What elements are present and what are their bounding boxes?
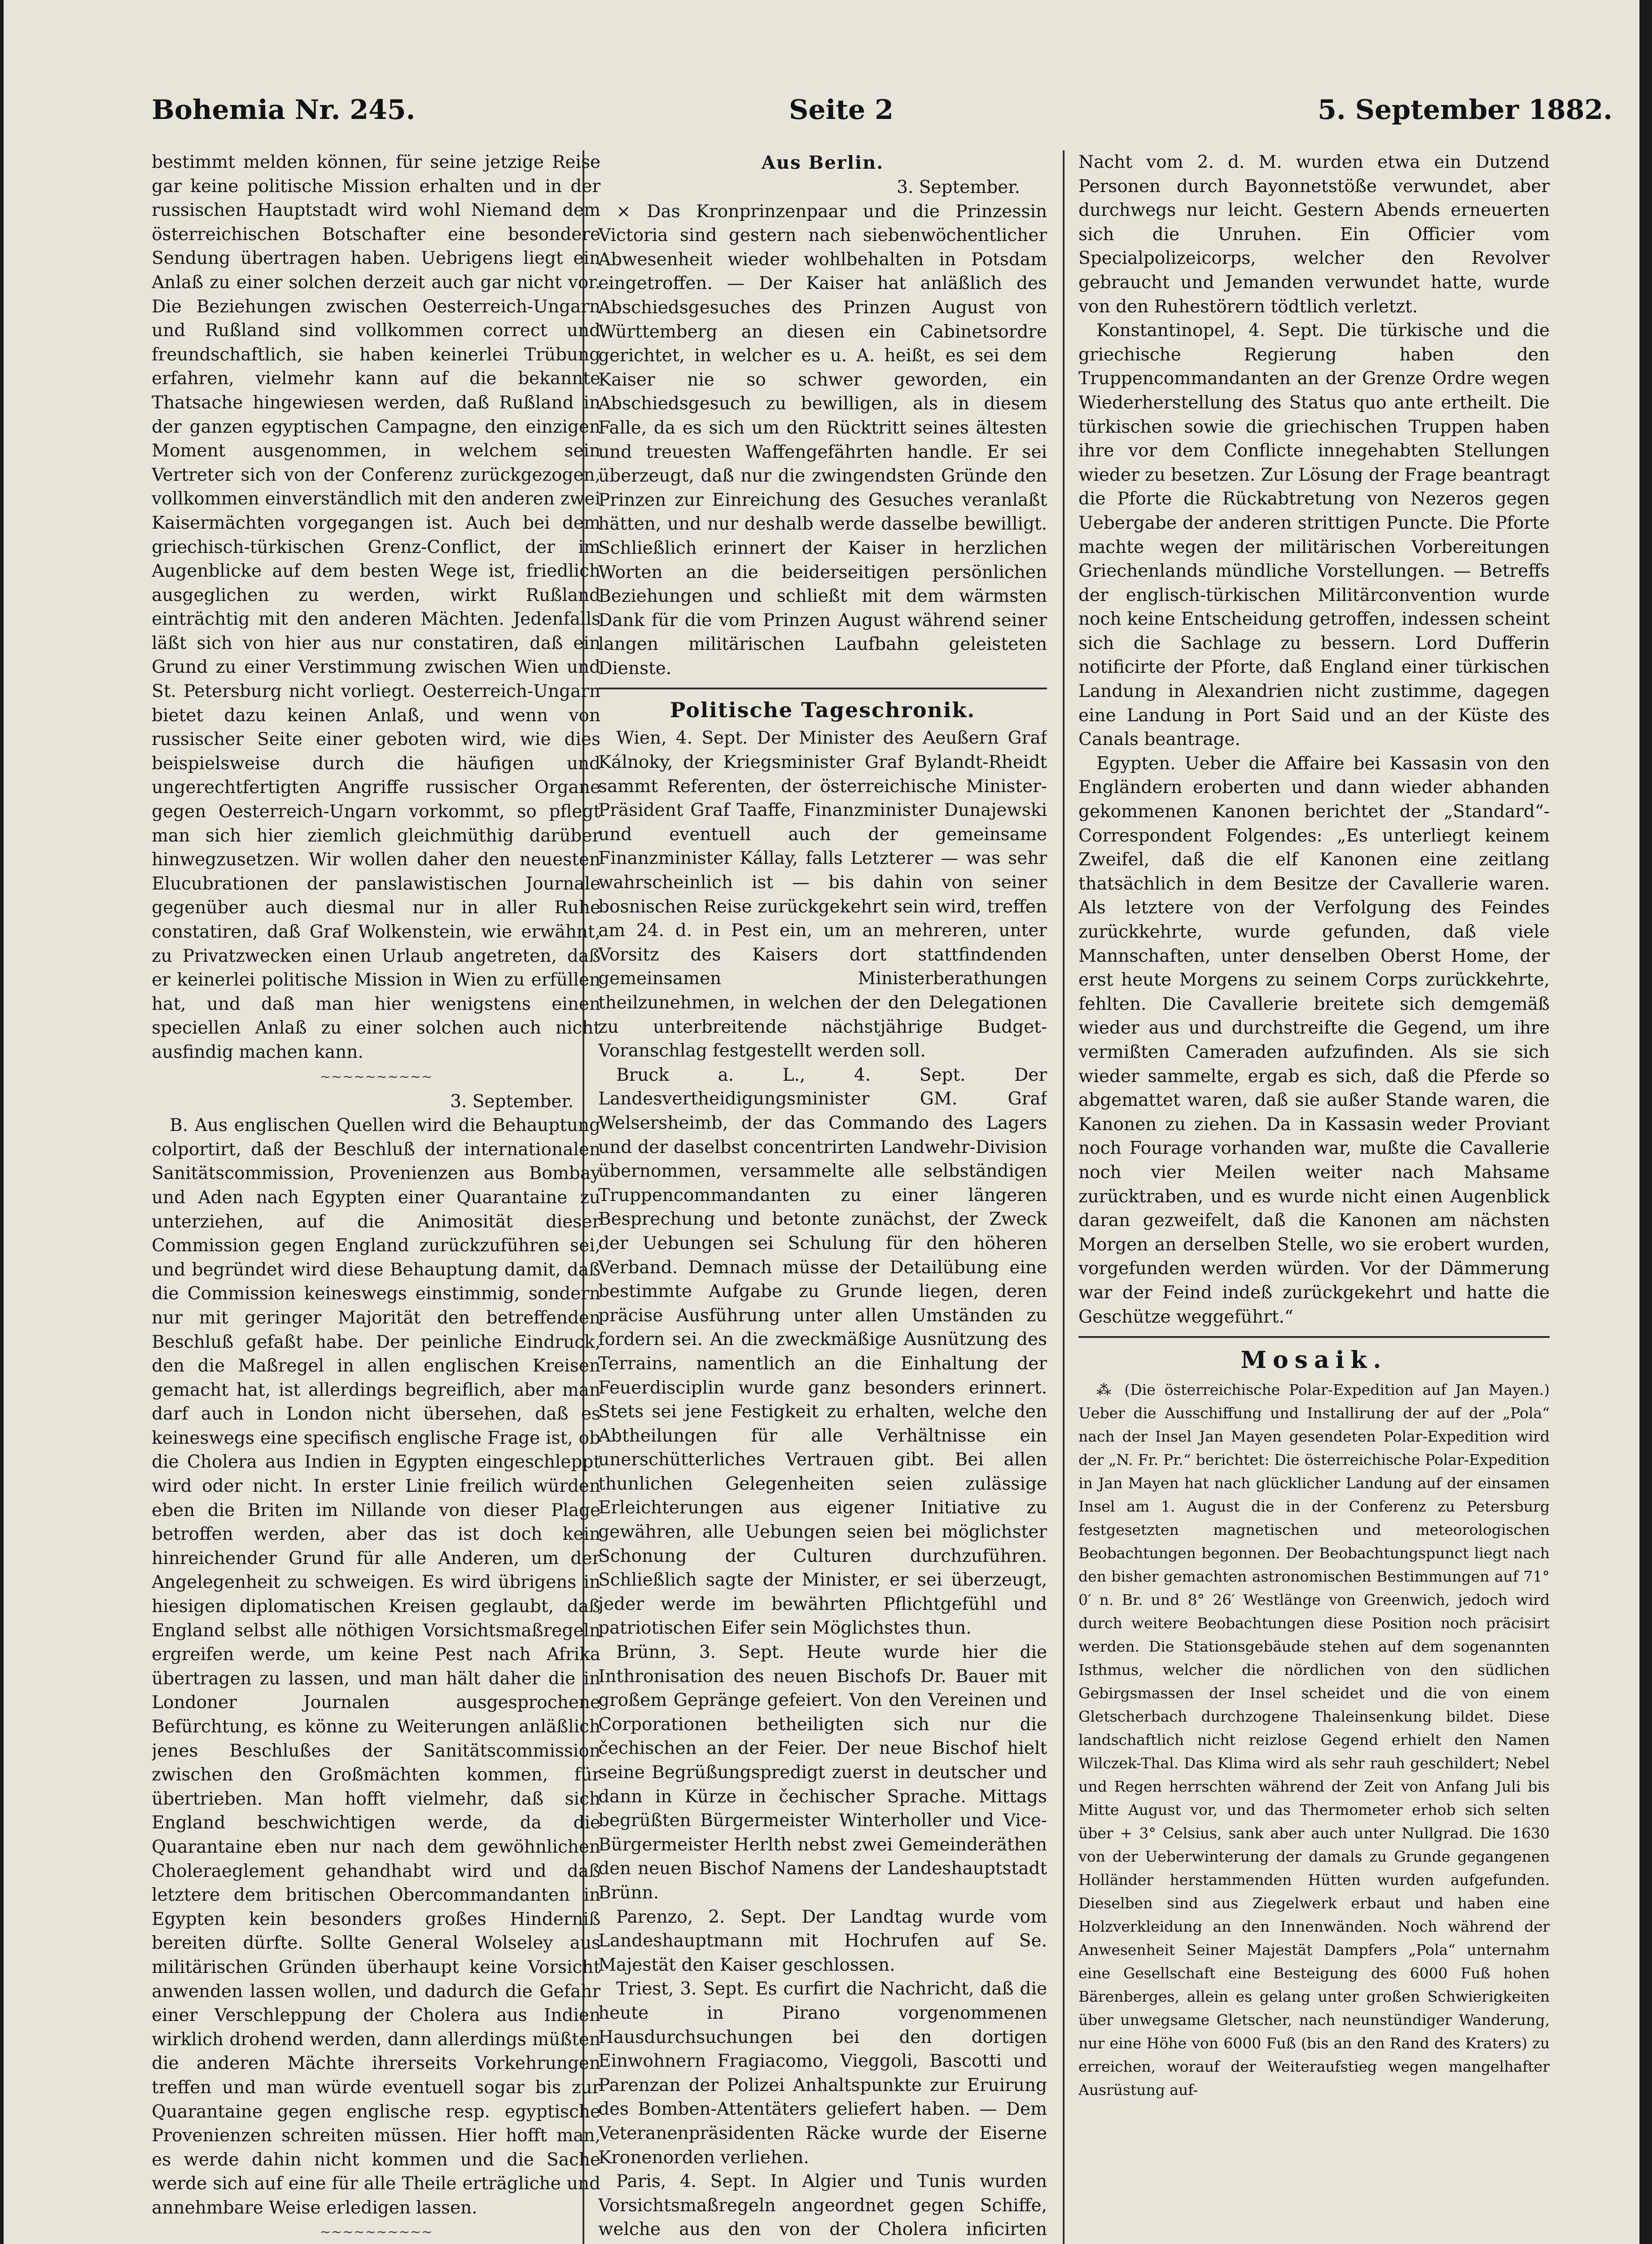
section-title-mosaik: Mosaik. bbox=[1240, 1346, 1388, 1374]
news-paris: Paris, 4. Sept. In Algier und Tunis wurden Vorsichtsmaßregeln angeordnet gegen Schiffe, welche aus den von der Cholera inficirten bbox=[598, 2171, 1047, 2240]
news-egypten: Egypten. Ueber die Affaire bei Kassasin von den Engländern eroberten und dann wieder abhanden gekommenen Kanonen berichtet der „Standard“-Correspondent Folgendes: „Es unterliegt keinem Zweifel, daß die elf Kanonen eine zeitlang thatsächlich in dem Besitze der Cavallerie waren. Als letztere von der Verfolgung des Feindes zurückkehrte, wurde gefunden, daß viele Mannschaften, unter denselben Oberst Home, der erst heute Morgens zu seinem Corps zurückkehrte, fehlten. Die Cavallerie breitete sich demgemäß wieder aus und durchstreifte die Gegend, um ihre vermißten Cameraden aufzufinden. Als sie sich wieder sammelte, ergab es sich, daß die Pferde so abgemattet waren, daß sie außer Stande waren, die Kanonen zu ziehen. Da in Kassasin weder Proviant noch Fourage vorhanden war, mußte die Cavallerie noch vier Meilen weiter nach Mahsame zurücktraben, und es wurde nicht einen Augenblick daran gezweifelt, daß die Kanonen am nächsten Morgen an derselben Stelle, wo sie erobert wurden, vorgefunden werden würden. Vor der Dämmerung war der Feind indeß zurückgekehrt und hatte die Geschütze weggeführt.“ bbox=[1078, 753, 1550, 1327]
newspaper-page bbox=[4, 0, 1639, 2244]
issue-number: Bohemia Nr. 245. bbox=[152, 94, 416, 126]
news-parenzo: Parenzo, 2. Sept. Der Landtag wurde vom Landeshauptmann mit Hochrufen auf Se. Majestät den Kaiser geschlossen. bbox=[598, 1907, 1047, 1975]
article-continuation: bestimmt melden können, für seine jetzige Reise gar keine politische Mission erhalten und in der russischen Hauptstadt wird wohl Niemand dem österreichischen Botschafter eine besondere Sendung übertragen haben. Uebrigens liegt ein Anlaß zu einer solchen derzeit auch gar nicht vor. Die Beziehungen zwischen Oesterreich-Ungarn und Rußland sind vollkommen correct und freundschaftlich, sie haben keinerlei Trübung erfahren, vielmehr kann auf die bekannte Thatsache hingewiesen werden, daß Rußland in der ganzen egyptischen Campagne, den einzigen Moment ausgenommen, in welchem sein Vertreter sich von der Conferenz zurückgezogen, vollkommen einverständlich mit den anderen zwei Kaisermächten vorgegangen ist. Auch bei dem griechisch-türkischen Grenz-Conflict, der im Augenblicke auf dem besten Wege ist, friedlich ausgeglichen zu werden, wirkt Rußland einträchtig mit den anderen Mächten. Jedenfalls läßt sich von hier aus nur constatiren, daß ein Grund zu einer Verstimmung zwischen Wien und St. Petersburg nicht vorliegt. Oesterreich-Ungarn bietet dazu keinen Anlaß, und wenn von russischer Seite einer geboten wird, wie dies beispielsweise durch die häufigen und ungerechtfertigten Angriffe russischer Organe gegen Oesterreich-Ungarn vorkommt, so pflegt man sich hier ziemlich gleichmüthig darüber hinwegzusetzen. Wir wollen daher den neuesten Elucubrationen der panslawistischen Journale gegenüber auch diesmal nur in aller Ruhe constatiren, daß Graf Wolkenstein, wie erwähnt, zu Privatzwecken einen Urlaub angetreten, daß er keinerlei politische Mission in Wien zu erfüllen hat, und daß man hier wenigstens einen speciellen Anlaß zu einer solchen auch nicht ausfindig machen kann. bbox=[152, 152, 600, 1062]
wavy-separator: ∼∼∼∼∼∼∼∼∼∼ bbox=[320, 1069, 433, 1085]
wavy-separator: ∼∼∼∼∼∼∼∼∼∼ bbox=[320, 2224, 433, 2240]
column-3 bbox=[1078, 150, 1550, 2244]
section-rule bbox=[598, 688, 1047, 689]
news-triest: Triest, 3. Sept. Es curfirt die Nachricht, daß die heute in Pirano vorgenommenen Hausdurchsuchungen bei den dortigen Einwohnern Fragiacomo, Vieggoli, Bascotti und Parenzan der Polizei Anhaltspunkte zur Eruirung des Bomben-Attentäters geliefert haben. — Dem Veteranenpräsidenten Räcke wurde der Eiserne Kronenorden verliehen. bbox=[598, 1979, 1047, 2168]
issue-date: 5. September 1882. bbox=[1318, 94, 1613, 126]
page-header bbox=[152, 94, 1613, 144]
article-cholera: B. Aus englischen Quellen wird die Behauptung colportirt, daß der Beschluß der internationalen Sanitätscommission, Provenienzen aus Bombay und Aden nach Egypten einer Quarantaine zu unterziehen, auf die Animosität dieser Commission gegen England zurückzuführen sei, und begründet wird diese Behauptung damit, daß die Commission keineswegs einstimmig, sondern nur mit geringer Majorität den betreffenden Beschluß gefaßt habe. Der peinliche Eindruck, den die Maßregel in allen englischen Kreisen gemacht hat, ist allerdings begreiflich, aber man darf auch in London nicht übersehen, daß es keineswegs eine specifisch englische Frage ist, ob die Cholera aus Indien in Egypten eingeschleppt wird oder nicht. In erster Linie freilich würden eben die Briten im Nillande von dieser Plage betroffen werden, aber das ist doch kein hinreichender Grund für alle Anderen, um der Angelegenheit zu schweigen. Es wird übrigens in hiesigen diplomatischen Kreisen geglaubt, daß England selbst alle nöthigen Vorsichtsmaßregeln ergreifen werde, um keine Pest nach Afrika übertragen zu lassen, und man hält daher die in Londoner Journalen ausgesprochene Befürchtung, es könne zu Weiterungen anläßlich jenes Beschlußes der Sanitätscommission zwischen den Großmächten kommen, für übertrieben. Man hofft vielmehr, daß sich England beschwichtigen werde, da die Quarantaine eben nur nach dem gewöhnlichen Choleraeglement gehandhabt wird und daß letztere dem britischen Obercommandanten in Egypten kein besonders großes Hinderniß bereiten dürfte. Sollte General Wolseley aus militärischen Gründen überhaupt keine Vorsicht anwenden lassen wollen, und dadurch die Gefahr einer Verschleppung der Cholera aus Indien wirklich drohend werden, dann allerdings müßten die anderen Mächte ihrerseits Vorkehrungen treffen und man würde eventuell sogar bis zur Quarantaine gegen englische resp. egyptische Provenienzen schreiten müssen. Hier hofft man, es werde dahin nicht kommen und die Sache werde sich auf eine für alle Theile erträgliche und annehmbare Weise erledigen lassen. bbox=[152, 1115, 600, 2218]
column-2 bbox=[598, 150, 1047, 2244]
news-bruenn: Brünn, 3. Sept. Heute wurde hier die Inthronisation des neuen Bischofs Dr. Bauer mit großem Gepränge gefeiert. Von den Vereinen und Corporationen betheiligten sich nur die čechischen an der Feier. Der neue Bischof hielt seine Begrüßungspredigt zuerst in deutscher und dann in Kürze in čechischer Sprache. Mittags begrüßten Bürgermeister Winterholler und Vice-Bürgermeister Herlth nebst zwei Gemeinderäthen den neuen Bischof Namens der Landeshauptstadt Brünn. bbox=[598, 1642, 1047, 1903]
page-number: Seite 2 bbox=[789, 94, 894, 126]
news-dublin-continued: Nacht vom 2. d. M. wurden etwa ein Dutzend Personen durch Bayonnetstöße verwundet, aber durchwegs nur leicht. Gestern Abends erneuerten sich die Unruhen. Ein Officier vom Specialpolizeicorps, welcher den Revolver gebraucht und Jemanden verwundet hatte, wurde von den Ruhestörern tödtlich verletzt. bbox=[1078, 152, 1550, 317]
berlin-date: 3. September. bbox=[897, 177, 1020, 197]
news-wien: Wien, 4. Sept. Der Minister des Aeußern Graf Kálnoky, der Kriegsminister Graf Bylandt-Rheidt sammt Referenten, der österreichische Minister-Präsident Graf Taaffe, Finanzminister Dunajewski und eventuell auch der gemeinsame Finanzminister Kállay, falls Letzterer — was sehr wahrscheinlich ist — bis dahin von seiner bosnischen Reise zurückgekehrt sein wird, treffen am 24. d. in Pest ein, um an mehreren, unter Vorsitz des Kaisers dort stattfindenden gemeinsamen Ministerberathungen theilzunehmen, in welchen der den Delegationen zu unterbreitende nächstjährige Budget-Voranschlag festgestellt werden soll. bbox=[598, 728, 1047, 1061]
berlin-heading: Aus Berlin. bbox=[761, 152, 884, 173]
mosaik-article: ⁂ (Die österreichische Polar-Expedition auf Jan Mayen.) Ueber die Ausschiffung und Installirung der auf der „Pola“ nach der Insel Jan Mayen gesendeten Polar-Expedition wird der „N. Fr. Pr.“ berichtet: Die österreichische Polar-Expedition in Jan Mayen hat nach glücklicher Landung auf der einsamen Insel am 1. August die in der Conferenz zu Petersburg festgesetzten magnetischen und meteorologischen Beobachtungen begonnen. Der Beobachtungspunct liegt nach den bisher gemachten astronomischen Bestimmungen auf 71° 0′ n. Br. und 8° 26′ Westlänge von Greenwich, jedoch wird durch weitere Beobachtungen diese Position noch präcisirt werden. Die Stationsgebäude stehen auf dem sogenannten Isthmus, welcher die nördlichen von den südlichen Gebirgsmassen der Insel scheidet und die von einem Gletscherbach durchzogene Thaleinsenkung bildet. Diese landschaftlich nicht reizlose Gegend erhielt den Namen Wilczek-Thal. Das Klima wird als sehr rauh geschildert; Nebel und Regen herrschten während der Zeit von Anfang Juli bis Mitte August vor, und das Thermometer erhob sich selten über + 3° Celsius, sank aber auch unter Nullgrad. Die 1630 von der Ueberwinterung der damals zu Grunde gegangenen Holländer herstammenden Hütten wurden aufgefunden. Dieselben sind aus Ziegelwerk erbaut und haben eine Holzverkleidung an den Innenwänden. Noch während der Anwesenheit Seiner Majestät Dampfers „Pola“ unternahm eine Gesellschaft eine Besteigung des 6000 Fuß hohen Bärenberges, allein es gelang unter großen Schwierigkeiten über unwegsame Gletscher, nach neunstündiger Wanderung, nur eine Höhe von 6000 Fuß (bis an den Rand des Kraters) zu erreichen, worauf der Weiteraufstieg wegen mangelhafter Ausrüstung auf- bbox=[1078, 1381, 1550, 2099]
section-title-tageschronik: Politische Tageschronik. bbox=[670, 698, 976, 723]
section-rule bbox=[1078, 1336, 1550, 1338]
news-bruck: Bruck a. L., 4. Sept. Der Landesvertheidigungsminister GM. Graf Welsersheimb, der das Commando des Lagers und der daselbst concentrirten Landwehr-Division übernommen, versammelte alle selbständigen Truppencommandanten zu einer längeren Besprechung und betonte zunächst, der Zweck der Uebungen sei Schulung für den höheren Verband. Demnach müsse der Detailübung eine bestimmte Aufgabe zu Grunde liegen, deren präcise Ausführung unter allen Umständen zu fordern sei. An die zweckmäßige Ausnützung des Terrains, namentlich an die Einhaltung der Feuerdisciplin wurde ganz besonders erinnert. Stets sei jene Festigkeit zu erhalten, welche den Abtheilungen für alle Verhältnisse ein unerschütterliches Vertrauen gibt. Bei allen thunlichen Gelegenheiten seien zulässige Erleichterungen aus eigener Initiative zu gewähren, alle Uebungen seien bei möglichster Schonung der Culturen durchzuführen. Schließlich sagte der Minister, er sei überzeugt, jeder werde im bewährten Pflichtgefühl und patriotischen Eifer sein Möglichstes thun. bbox=[598, 1065, 1047, 1639]
news-konstantinopel: Konstantinopel, 4. Sept. Die türkische und die griechische Regierung haben den Truppencommandanten an der Grenze Ordre wegen Wiederherstellung des Status quo ante ertheilt. Die türkischen sowie die griechischen Truppen haben ihre vor dem Conflicte innegehabten Stellungen wieder zu besetzen. Zur Lösung der Frage beantragt die Pforte die Rückabtretung von Nezeros gegen Uebergabe der anderen strittigen Puncte. Die Pforte machte wegen der militärischen Vorbereitungen Griechenlands mündliche Vorstellungen. — Betreffs der englisch-türkischen Militärconvention wurde noch keine Entscheidung getroffen, indessen scheint sich die Sachlage zu bessern. Lord Dufferin notificirte der Pforte, daß England einer türkischen Landung in Alexandrien nicht zustimme, dagegen eine Landung in Port Said und an der Küste des Canals beantrage. bbox=[1078, 320, 1550, 750]
column-1 bbox=[152, 150, 600, 2244]
berlin-article: × Das Kronprinzenpaar und die Prinzessin Victoria sind gestern nach siebenwöchentlicher Abwesenheit wieder wohlbehalten in Potsdam eingetroffen. — Der Kaiser hat anläßlich des Abschiedsgesuches des Prinzen August von Württemberg an diesen ein Cabinetsordre gerichtet, in welcher es u. A. heißt, es sei dem Kaiser nie so schwer geworden, ein Abschiedsgesuch zu bewilligen, als in diesem Falle, da es sich um den Rücktritt seines ältesten und treuesten Waffengefährten handle. Er sei überzeugt, daß nur die zwingendsten Gründe den Prinzen zur Einreichung des Gesuches veranlaßt hätten, und nur deshalb werde dasselbe bewilligt. Schließlich erinnert der Kaiser in herzlichen Worten an die beiderseitigen persönlichen Beziehungen und schließt mit dem wärmsten Dank für die vom Prinzen August während seiner langen militärischen Laufbahn geleisteten Dienste. bbox=[598, 201, 1047, 679]
column-divider bbox=[1063, 150, 1065, 2244]
mosaik-section bbox=[1078, 1342, 1550, 2102]
article-date: 3. September. bbox=[450, 1091, 574, 1112]
